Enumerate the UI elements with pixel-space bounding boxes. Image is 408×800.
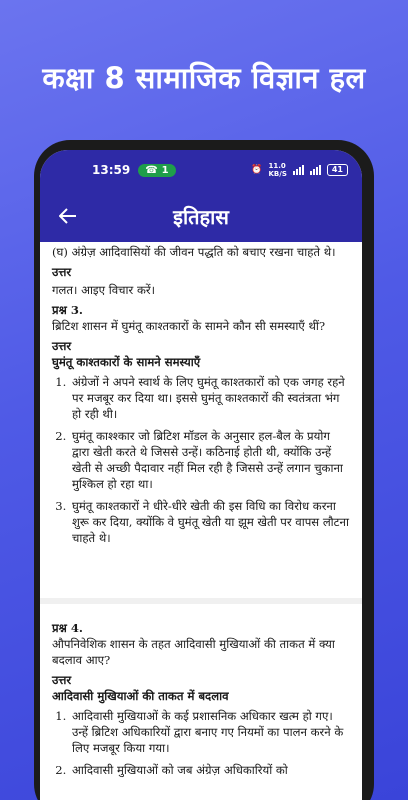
back-arrow-icon[interactable] — [46, 194, 90, 238]
list-item: 2. आदिवासी मुखियाओं को जब अंग्रेज़ अधिकारियों को — [70, 762, 350, 778]
list-item: 1. अंग्रेजों ने अपने स्वार्थ के लिए घुमंतू काश्तकारों को एक जगह रहने पर मजबूर कर दिया था। इससे घुमंतू काश्तकारों की स्वतंत्रता भंग हो रही थी। — [70, 374, 350, 422]
net-speed: 11.0 KB/S — [268, 162, 287, 178]
question-text: ब्रिटिश शासन में घुमंतू काश्तकारों के सामने कौन सी समस्याएँ थीं? — [52, 319, 326, 333]
promo-title: कक्षा 8 सामाजिक विज्ञान हल — [42, 61, 366, 95]
app-screen — [40, 150, 362, 800]
status-icons — [251, 162, 348, 178]
chapter-content[interactable] — [40, 244, 362, 778]
call-count: 1 — [161, 164, 169, 176]
answer-label: उत्तर — [52, 339, 72, 353]
answer-label: उत्तर — [52, 673, 72, 687]
app-bar — [40, 190, 362, 242]
answer-text: गलत। आइए विचार करें। — [52, 283, 155, 297]
phone-icon: ☎ — [145, 164, 158, 176]
page-title: इतिहास — [173, 204, 229, 229]
question-number: प्रश्न 4. — [52, 621, 83, 635]
section-divider — [40, 598, 362, 604]
status-time: 13:59 — [92, 163, 131, 177]
list-item: 3. घुमंतू काश्तकारों ने धीरे-धीरे खेती की इस विधि का विरोध करना शुरू कर दिया, क्योंकि वे घुमंतू खेती या झूम खेती पर वापस लौटना चाहते थे। — [70, 498, 350, 546]
answer-heading: घुमंतू काश्तकारों के सामने समस्याएँ — [52, 355, 201, 369]
option-text: (घ) अंग्रेज़ आदिवासियों की जीवन पद्धति को बचाए रखना चाहते थे। — [52, 245, 336, 259]
answer-label: उत्तर — [52, 265, 72, 279]
list-item: 1. आदिवासी मुखियाओं के कई प्रशासनिक अधिकार खत्म हो गए। उन्हें ब्रिटिश अधिकारियों द्वारा बनाए गए नियमों का पालन करने के लिए मजबूर किया गया। — [70, 708, 350, 756]
answer-list — [70, 374, 350, 546]
question-text: औपनिवेशिक शासन के तहत आदिवासी मुखियाओं की ताकत में क्या बदलाव आए? — [52, 637, 335, 667]
question-number: प्रश्न 3. — [52, 303, 83, 317]
alarm-icon: ⏰ — [251, 165, 263, 175]
signal-icon — [293, 165, 304, 175]
call-indicator — [138, 164, 175, 177]
answer-heading: आदिवासी मुखियाओं की ताकत में बदलाव — [52, 689, 229, 703]
battery-icon: 41 — [327, 164, 348, 176]
answer-list — [70, 708, 350, 778]
list-item: 2. घुमंतू काश्श्कार जो ब्रिटिश मॉडल के अनुसार हल-बैल के प्रयोग द्वारा खेती करते थे जिससे उन्हें। कठिनाई होती थी, क्योंकि उन्हें खेती से अच्छी पैदावार नहीं मिल रही है जिससे उन्हें लगान चुकाना मुश्किल हो रहा था। — [70, 428, 350, 492]
status-bar — [40, 150, 362, 190]
signal-icon-2 — [310, 165, 321, 175]
